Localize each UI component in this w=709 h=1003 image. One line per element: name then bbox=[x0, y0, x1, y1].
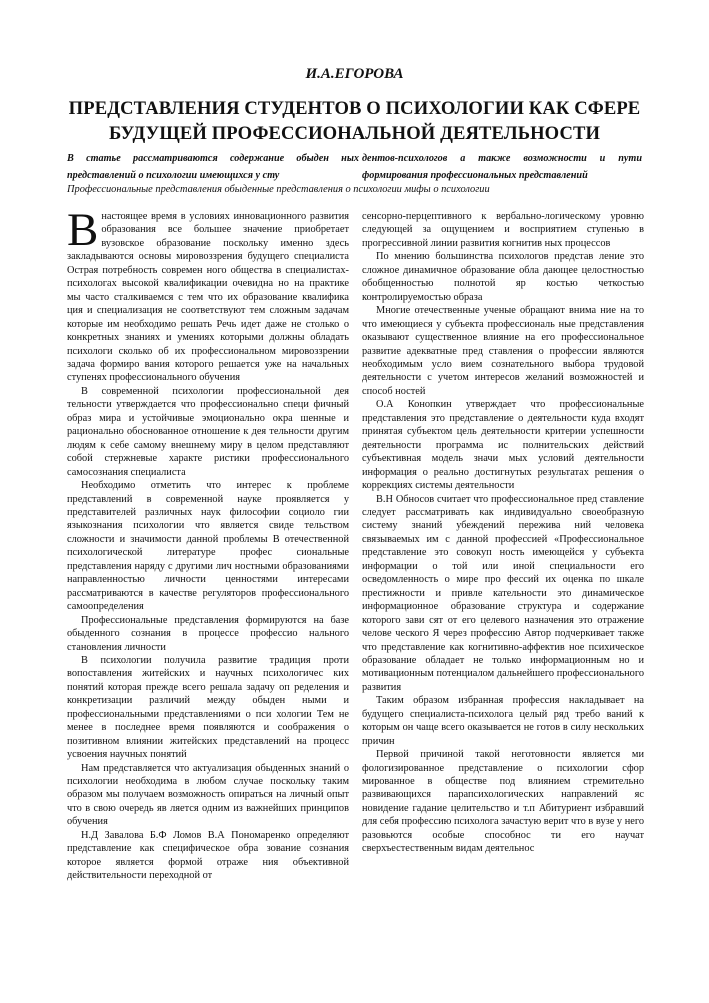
drop-cap: В bbox=[67, 204, 99, 256]
body-paragraph: В.Н Обносов считает что профессиональное пред ставление следует рассматривать как индивидуально своеобразную систему знаний убеждений пережива ний человека связываемых им с данной профессией «Профессиональное представление это совокуп ность имеющейся у субъекта информации о той или иной специальности его осведомленность о мире про фессий их оценка по шкале престижности и привле кательности это динамическое информационное образование структура и содержание которого зави сят от его целевого назначения это отражение челове ческого Я через профессию Автор подчеркивает также что представление как когнитивно-аффектив ное психическое образование обладает не только информационным но и мотивационным потенциалом дальнейшего профессионального развития bbox=[362, 493, 644, 693]
body-paragraph: Профессиональные представления формируются на базе обыденного сознания в процессе профессио нального становления личности bbox=[67, 614, 349, 653]
body-paragraph: Таким образом избранная профессия накладывает на будущего специалиста-психолога целый ряд требо ваний к которым он чаще всего оказывается не готов в силу нескольких причин bbox=[362, 695, 644, 747]
body-paragraph: О.А Конопкин утверждает что профессиональные представления это представление о деятельности куда входят принятая субъектом цель деятельности критерии успешности деятельности программа ис полнительских действий субъективная модель значи мых условий деятельности информация о реально достигнутых результатах решения о коррекциях системы деятельности bbox=[362, 399, 644, 492]
body-paragraph: Внастоящее время в условиях инновационного развития образования все большее значение приобретает вузовское образование поскольку именно здесь закладываются основы мировоззрения будущего специалиста Острая потребность современ ного общества в специалистах-психологах высокой квалификации очевидна но на практике мы часто сталкиваемся с тем что их образование квалифика ция и специализация не соответствуют тем сложным задачам которые им необходимо решать Речь идет даже не столько о конкретных знаниях и умениях которыми должны обладать психологи сколько об их профессиональном мировоззрении задача формиро вания которого решается уже на начальных ступенях профессионального обучения bbox=[67, 204, 349, 384]
abstract-left: В статье рассматриваются содержание обыден ных представлений о психологии имеющихся у сту bbox=[67, 153, 359, 181]
body-paragraph: В психологии получила развитие традиция проти вопоставления житейских и научных психологичес ких понятий которая прежде всего решала задачу оп ределения и конкретизации различий между обыден ными и профессиональными представлениями о пси хологии Тем не менее в последнее время появляются и соображения о позитивном влиянии житейских представлений на процесс усвоения научных понятий bbox=[67, 654, 349, 761]
body-column-left bbox=[67, 204, 349, 883]
author-name: И.А.ЕГОРОВА bbox=[305, 66, 404, 82]
article-title: ПРЕДСТАВЛЕНИЯ СТУДЕНТОВ О ПСИХОЛОГИИ КАК СФЕРЕ БУДУЩЕЙ ПРОФЕССИОНАЛЬНОЙ ДЕЯТЕЛЬНОСТИ bbox=[68, 98, 641, 144]
body-column-right bbox=[362, 210, 644, 856]
body-paragraph: Нам представляется что актуализация обыденных знаний о психологии необходима в любом случае поскольку таким образом мы получаем возможность опираться на личный опыт что в свою очередь яв ляется одним из важнейших принципов обучения bbox=[67, 762, 349, 828]
abstract-right: дентов-психологов а также возможности и пути формирования профессиональных представлений bbox=[362, 153, 642, 181]
body-paragraph: сенсорно-перцептивного к вербально-логическому уровню следующей за ощущением и восприятием ступенью в прогрессивной линии развития когнитив ных процессов bbox=[362, 211, 644, 249]
body-paragraph: Первой причиной такой неготовности является ми фологизированное представление о психологии сфор мированное в обществе под влиянием стремительно развивающихся парапсихологических направлений яс новидение гадание целительство и т.п Абитуриент избравший для себя профессию психолога зачастую верит что в вузе у него разовьются особые способнос ти его научат сверхъестественным видам деятельнос bbox=[362, 749, 644, 855]
body-paragraph: Многие отечественные ученые обращают внима ние на то что имеющиеся у субъекта профессиональ ные представления оказывают существенное влияние на его профессиональное развитие адекватные пред ставления о профессии являются необходимым усло вием сознательного выбора трудовой деятельности с учетом интересов желаний возможностей и способ ностей bbox=[362, 305, 644, 397]
body-paragraph: По мнению большинства психологов представ ление это сложное динамичное образование обла дающее целостностью обобщенностью полнотой яр костью четкостью контролируемостью образа bbox=[362, 251, 644, 303]
body-paragraph: Н.Д Завалова Б.Ф Ломов В.А Пономаренко определяют представление как специфическое обра зование сознания которое является формой отраже ния объективной действительности переходной от bbox=[67, 829, 349, 882]
body-paragraph: В современной психологии профессиональной дея тельности утверждается что профессионально специ фичный образ мира и устойчивые эмоционально окра шенные и рационально обоснованное отношение к дея тельности другим людям к себе самому внешнему миру в целом представляют собой стержневые характе ристики профессионального самосознания специалиста bbox=[67, 385, 349, 478]
body-paragraph: Необходимо отметить что интерес к проблеме представлений в современной науке проявляется у представителей различных наук философии социоло гии языкознания психологии что является свиде тельством сложности и значимости данной проблемы В отечественной психологической литературе профес сиональные представления наряду с другими лич ностными образованиями направленностью личности ценностями интересами рассматриваются в качестве регуляторов профессионального самоопределения bbox=[67, 480, 349, 613]
keywords: Профессиональные представления обыденные представления о психологии мифы о психологии bbox=[67, 184, 490, 195]
